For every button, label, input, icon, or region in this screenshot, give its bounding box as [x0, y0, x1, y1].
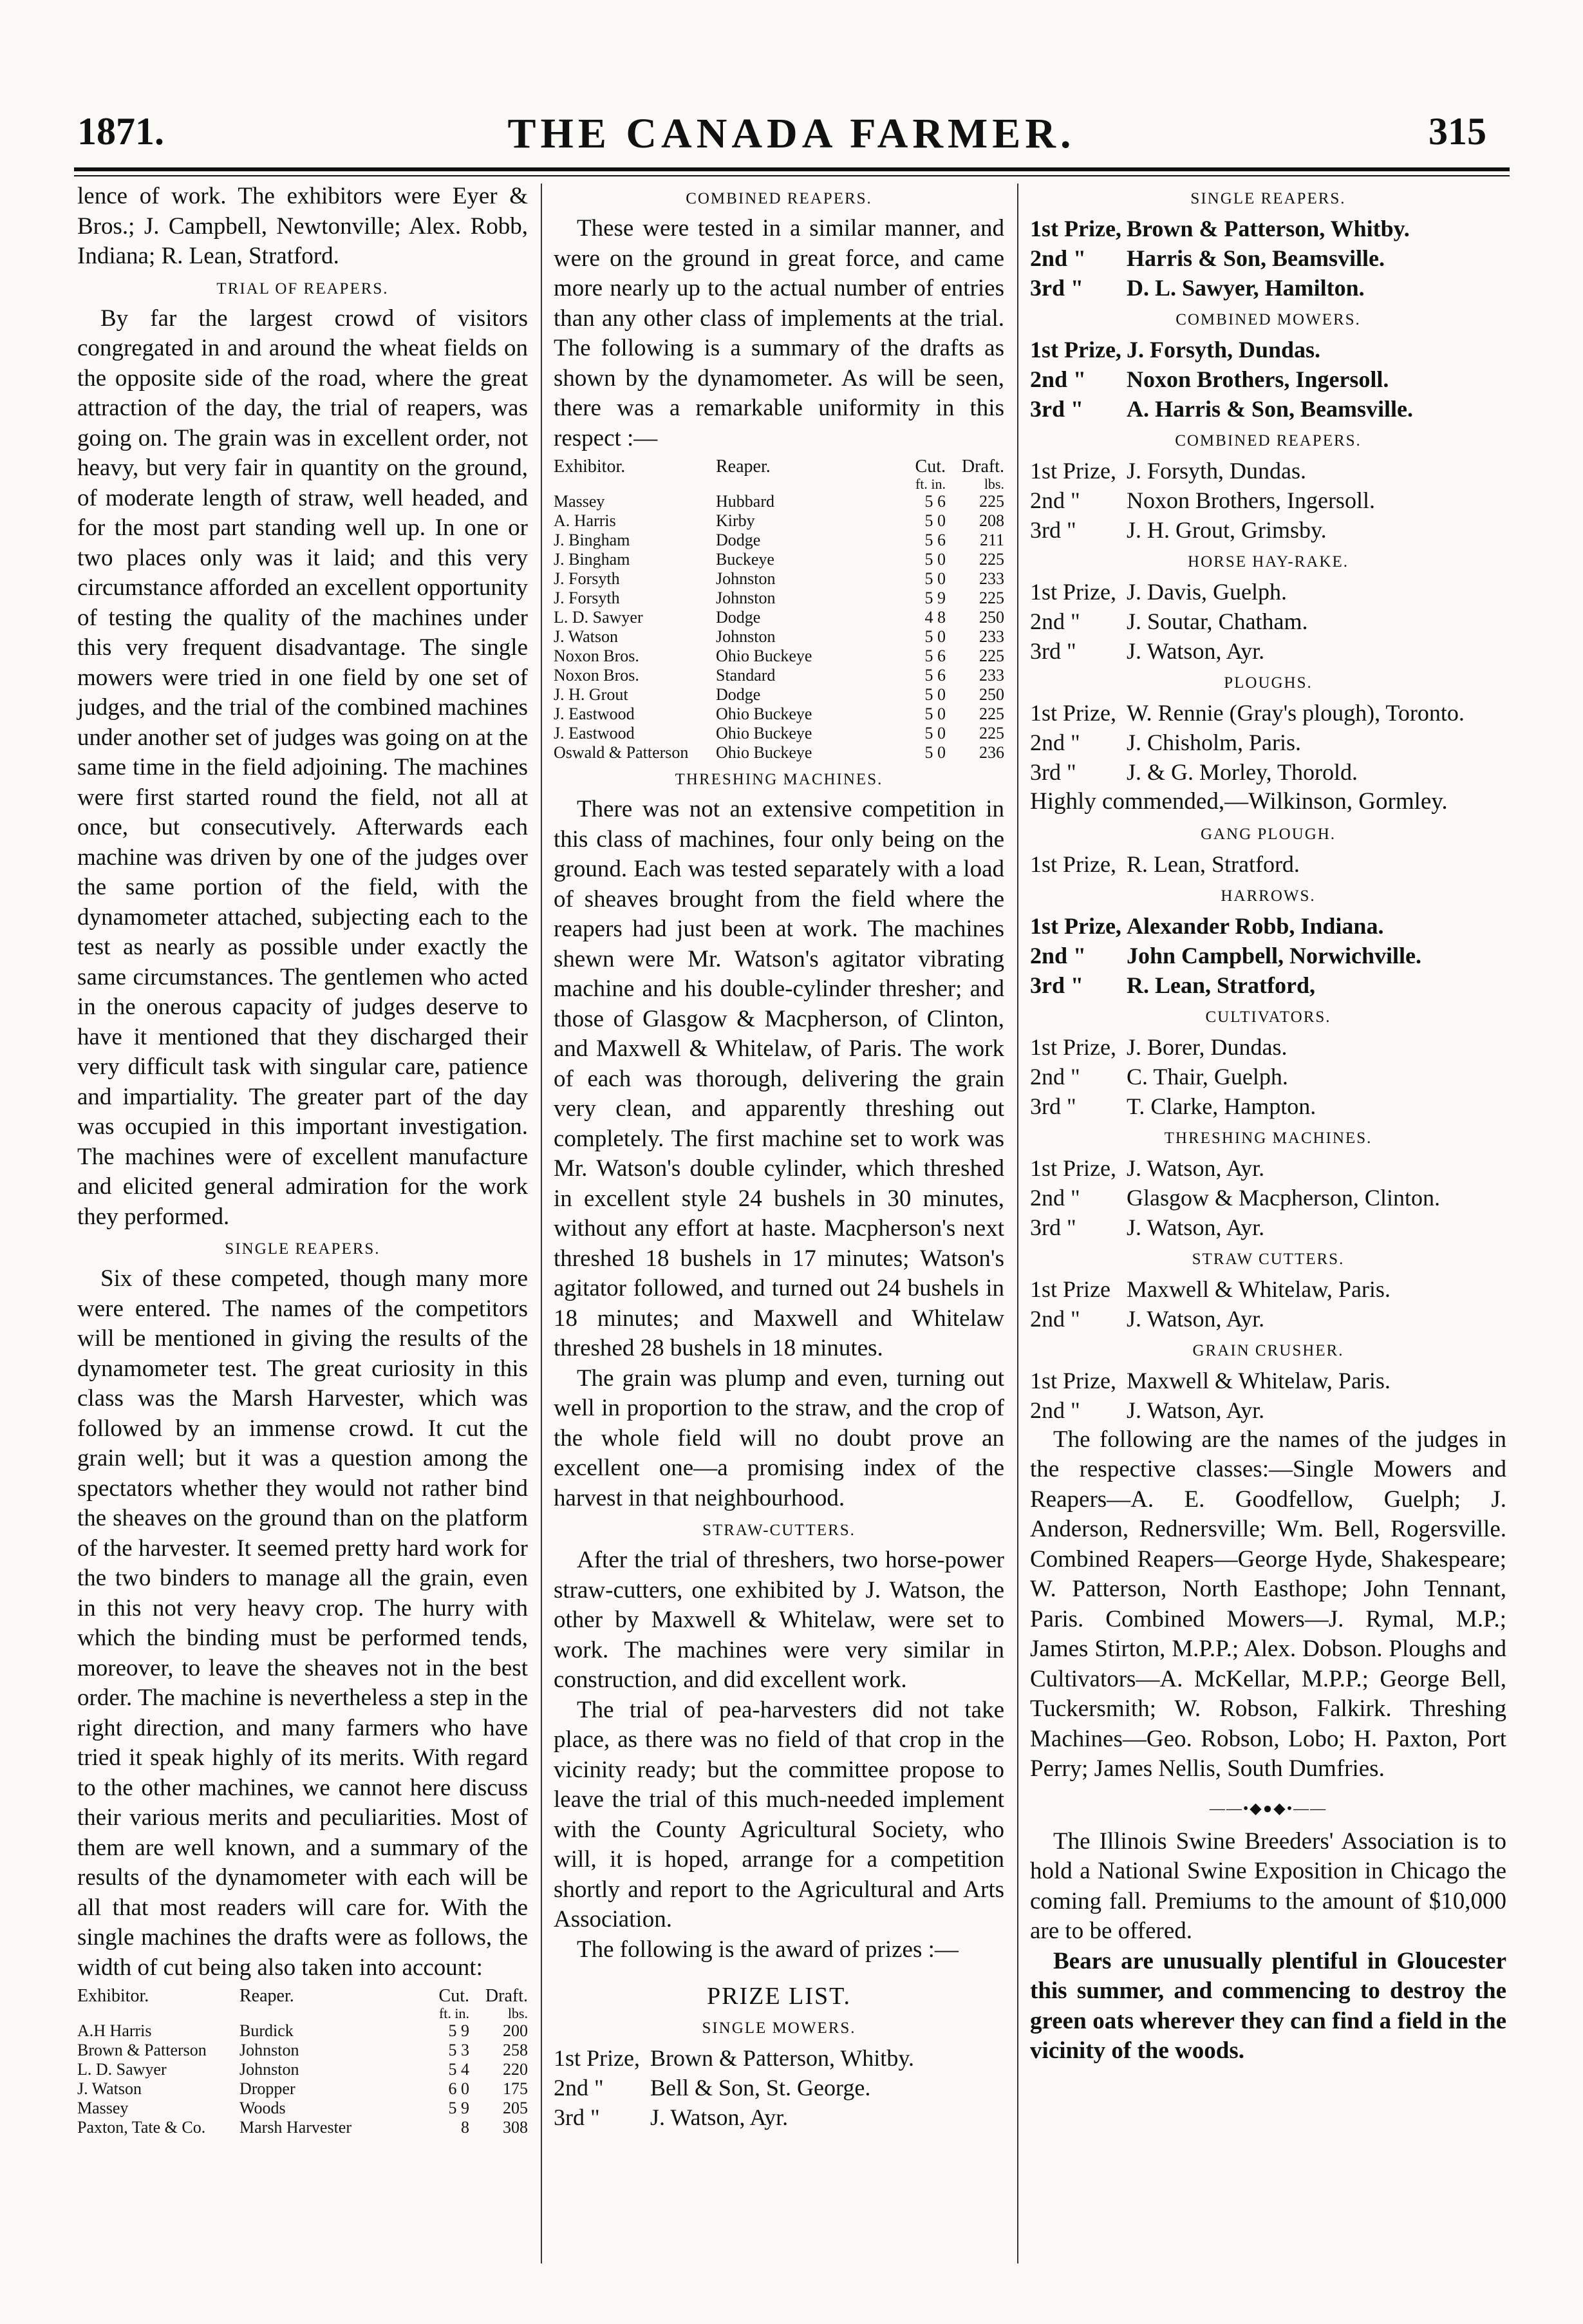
prize-entry: [1030, 486, 1506, 515]
ornament-divider: ——•◆●◆•——: [1209, 1800, 1327, 1817]
cut-cell: 5 3: [448, 2041, 469, 2059]
prize-place: 2nd ": [1030, 1305, 1080, 1332]
prize-winner: Harris & Son, Beamsville.: [1127, 245, 1385, 271]
table-row: [554, 647, 1004, 666]
section-heading: SINGLE REAPERS.: [225, 1240, 380, 1258]
exhibitor-cell: J. Bingham: [554, 531, 630, 549]
prize-winner: Noxon Brothers, Ingersoll.: [1127, 366, 1389, 392]
prize-place: 3rd ": [1030, 275, 1083, 301]
exhibitor-cell: Oswald & Patterson: [554, 743, 689, 762]
prize-entry: [1030, 636, 1506, 666]
prize-winner: J. Watson, Ayr.: [1127, 1214, 1265, 1240]
prize-winner: A. Harris & Son, Beamsville.: [1127, 396, 1413, 422]
cut-cell: 5 6: [924, 666, 946, 685]
prize-winner: D. L. Sawyer, Hamilton.: [1127, 275, 1365, 301]
cut-cell: 5 0: [924, 511, 946, 530]
prize-place: 2nd ": [554, 2075, 604, 2101]
prize-entry: [1030, 1366, 1506, 1395]
exhibitor-cell: Noxon Bros.: [554, 647, 639, 665]
cut-cell: 4 8: [924, 608, 946, 627]
prize-winner: J. & G. Morley, Thorold.: [1127, 759, 1358, 785]
section-heading: HARROWS.: [1221, 887, 1316, 905]
prize-entry: [1030, 243, 1506, 273]
prize-place: 2nd ": [1030, 1397, 1080, 1423]
paragraph: The trial of pea-harvesters did not take place, as there was no field of that crop in the vicinity ready; but the committee propose to leave the trial of this much-needed implement with the County Agricultural Society, who will, it is hoped, arrange for a competition shortly and report to the Agricultural and Arts Association.: [554, 1696, 1004, 1932]
prize-entry: [1030, 698, 1506, 728]
paragraph: Bears are unusually plentiful in Gloucester this summer, and commencing to destroy the green oats wherever they can find a field in the vicinity of the woods.: [1030, 1947, 1506, 2064]
table-header: [554, 457, 1004, 477]
exhibitor-cell: J. H. Grout: [554, 685, 628, 704]
prize-place: 1st Prize,: [1030, 1034, 1116, 1060]
prize-place: 3rd ": [554, 2104, 600, 2130]
page-number: 315: [1428, 110, 1486, 153]
prize-place: 1st Prize,: [1030, 700, 1116, 726]
prize-place: 1st Prize,: [1030, 579, 1116, 605]
exhibitor-cell: Paxton, Tate & Co.: [77, 2118, 206, 2137]
section-heading: STRAW-CUTTERS.: [702, 1522, 856, 1539]
reaper-cell: Johnston: [716, 569, 776, 588]
paragraph: lence of work. The exhibitors were Eyer & Bros.; J. Campbell, Newtonville; Alex. Robb, Indiana; R. Lean, Stratford.: [77, 183, 528, 269]
header-rule: [74, 167, 1510, 171]
prize-place: 1st Prize,: [1030, 458, 1116, 484]
exhibitor-cell: Brown & Patterson: [77, 2041, 207, 2059]
prize-winner: Brown & Patterson, Whitby.: [1127, 216, 1410, 241]
table-row: [554, 743, 1004, 762]
draft-cell: 250: [979, 685, 1004, 704]
prize-entry: [1030, 394, 1506, 424]
reaper-cell: Johnston: [716, 627, 776, 646]
prize-place: 2nd ": [1030, 609, 1080, 634]
col-header: Draft.: [485, 1986, 528, 2006]
reaper-cell: Buckeye: [716, 550, 774, 569]
cut-cell: 5 0: [924, 627, 946, 646]
table-row: [554, 666, 1004, 685]
col-header: Exhibitor.: [554, 457, 626, 477]
cut-cell: 5 9: [448, 2099, 469, 2117]
prize-place: 2nd ": [1030, 1184, 1080, 1211]
draft-cell: 211: [979, 531, 1004, 549]
cut-cell: 5 0: [924, 743, 946, 762]
cut-cell: 6 0: [448, 2079, 469, 2098]
prize-winner: Maxwell & Whitelaw, Paris.: [1127, 1276, 1391, 1302]
prize-list: [1030, 577, 1506, 666]
prize-entry: [1030, 1395, 1506, 1425]
prize-winner: C. Thair, Guelph.: [1127, 1063, 1288, 1090]
draft-cell: 200: [503, 2021, 528, 2040]
prize-place: 3rd ": [1030, 972, 1083, 998]
reaper-cell: Dropper: [239, 2079, 295, 2098]
cut-cell: 5 6: [924, 492, 946, 511]
paragraph: The Illinois Swine Breeders' Association is to hold a National Swine Exposition in Chicago the coming fall. Premiums to the amount of $10,000 are to be offered.: [1030, 1828, 1506, 1944]
page-year: 1871.: [77, 110, 164, 153]
reaper-cell: Kirby: [716, 511, 755, 530]
prize-place: 3rd ": [1030, 759, 1076, 785]
table-row: [77, 2099, 528, 2118]
prize-place: 2nd ": [1030, 1063, 1080, 1090]
table-units: [554, 477, 1004, 492]
prize-place: 2nd ": [1030, 366, 1087, 392]
draft-cell: 225: [979, 550, 1004, 569]
prize-entry: [554, 2102, 1004, 2132]
prize-entry: [1030, 1032, 1506, 1062]
table-row: [554, 531, 1004, 550]
col-header: Reaper.: [239, 1987, 294, 2006]
prize-entry: [1030, 728, 1506, 757]
paragraph: There was not an extensive competition in this class of machines, four only being on the ground. Each was tested separately with a load of sheaves brought from the field where the reapers had just been at work. The machines shewn were Mr. Watson's agitator vibrating machine and his double-cylinder thresher; and those of Glasgow & Macpherson, of Clinton, and Maxwell & Whitelaw, of Paris. The work of each was thorough, delivering the grain very clean, and apparently threshing out completely. The first machine set to work was Mr. Watson's double cylinder, which threshed in excellent style 24 bushels in 30 minutes, without any effort at haste. Macpherson's next threshed 18 bushels in 17 minutes; Watson's agitator followed, and turned out 24 bushels in 18 minutes; and Maxwell and Whitelaw threshed 28 bushels in 18 minutes.: [554, 796, 1004, 1361]
exhibitor-cell: J. Eastwood: [554, 704, 635, 723]
draft-cell: 236: [979, 743, 1004, 762]
prize-entry: [1030, 1213, 1506, 1242]
prize-winner: J. Chisholm, Paris.: [1127, 730, 1302, 755]
prize-list: [1030, 698, 1506, 787]
draft-cell: 225: [979, 704, 1004, 723]
prize-list: [1030, 456, 1506, 545]
cut-cell: 8: [461, 2118, 469, 2137]
prize-place: 1st Prize: [1030, 1276, 1110, 1302]
prize-winner: R. Lean, Stratford,: [1127, 972, 1315, 998]
prize-winner: R. Lean, Stratford.: [1127, 851, 1300, 877]
prize-entry: [1030, 1304, 1506, 1334]
reaper-cell: Ohio Buckeye: [716, 724, 812, 742]
prize-entry: [554, 2043, 1004, 2073]
cut-cell: 5 9: [924, 589, 946, 607]
cut-cell: 5 0: [924, 569, 946, 588]
prize-winner: J. Watson, Ayr.: [650, 2104, 789, 2130]
exhibitor-cell: J. Bingham: [554, 550, 630, 569]
prize-winner: J. Watson, Ayr.: [1127, 1155, 1265, 1181]
paragraph: After the trial of threshers, two horse-power straw-cutters, one exhibited by J. Watson, the other by Maxwell & Whitelaw, were set to work. The machines were very similar in construction, and did excellent work.: [554, 1547, 1004, 1693]
prize-entry: [1030, 607, 1506, 636]
prize-entry: [1030, 1153, 1506, 1183]
prize-winner: Noxon Brothers, Ingersoll.: [1127, 487, 1375, 513]
unit-label: ft. in.: [915, 476, 946, 492]
prize-entry: [1030, 456, 1506, 486]
paragraph: Six of these competed, though many more were entered. The names of the competitors will be mentioned in giving the results of the dynamometer test. The great curiosity in this class was the Marsh Harvester, which was followed by an immense crowd. It cut the grain well; but it was a question among the spectators whether they would not rather bind the sheaves on the ground than on the platform of the harvester. It seemed pretty hard work for the two binders to manage all the grain, even in this not very heavy crop. The hurry with which the binding must be performed tends, moreover, to leave the sheaves not in the best order. The machine is nevertheless a step in the right direction, and many farmers who have tried it speak highly of its merits. With regard to the other machines, we cannot here discuss their various merits and peculiarities. Most of them are well known, and a summary of the results of the dynamometer with each will be all that most readers will care for. With the single machines the drafts were as follows, the width of cut being also taken into account:: [77, 1265, 528, 1981]
section-heading: GRAIN CRUSHER.: [1192, 1341, 1344, 1359]
table-row: [554, 511, 1004, 531]
prize-list: [1030, 1274, 1506, 1334]
exhibitor-cell: A. Harris: [554, 511, 616, 530]
exhibitor-cell: Massey: [554, 492, 605, 511]
prize-place: 1st Prize,: [554, 2045, 640, 2071]
prize-place: 1st Prize,: [1030, 1367, 1116, 1393]
prize-entry: [1030, 1274, 1506, 1304]
reaper-cell: Ohio Buckeye: [716, 743, 812, 762]
cut-cell: 5 6: [924, 531, 946, 549]
section-heading: CULTIVATORS.: [1205, 1008, 1331, 1026]
table-row: [554, 724, 1004, 743]
prize-winner: John Campbell, Norwichville.: [1127, 942, 1422, 968]
prize-place: 3rd ": [1030, 1093, 1076, 1119]
reaper-cell: Johnston: [716, 589, 776, 607]
prize-entry: [1030, 364, 1506, 394]
prize-place: 3rd ": [1030, 396, 1083, 422]
prize-winner: Bell & Son, St. George.: [650, 2075, 871, 2101]
column-3: [1030, 182, 1506, 2066]
table-row: [554, 704, 1004, 724]
prize-entry: [1030, 757, 1506, 787]
prize-winner: J. H. Grout, Grimsby.: [1127, 517, 1327, 543]
section-heading: HORSE HAY-RAKE.: [1188, 553, 1349, 571]
draft-cell: 208: [979, 511, 1004, 530]
cut-cell: 5 0: [924, 704, 946, 723]
prize-winner: W. Rennie (Gray's plough), Toronto.: [1127, 700, 1465, 726]
cut-cell: 5 0: [924, 685, 946, 704]
prize-list: [1030, 849, 1506, 879]
exhibitor-cell: L. D. Sawyer: [77, 2060, 167, 2079]
cut-cell: 5 6: [924, 647, 946, 665]
table-row: [77, 2021, 528, 2041]
paragraph: The following is the award of prizes :—: [577, 1936, 959, 1963]
exhibitor-cell: J. Forsyth: [554, 569, 620, 588]
prize-entry: [1030, 970, 1506, 1000]
reaper-cell: Hubbard: [716, 492, 774, 511]
table-row: [77, 2041, 528, 2060]
prize-winner: Glasgow & Macpherson, Clinton.: [1127, 1184, 1440, 1211]
table-row: [554, 569, 1004, 589]
exhibitor-cell: Massey: [77, 2099, 129, 2117]
exhibitor-cell: A.H Harris: [77, 2021, 152, 2040]
table-row: [554, 685, 1004, 704]
column-divider: [541, 184, 542, 2263]
exhibitor-cell: J. Forsyth: [554, 589, 620, 607]
prize-entry: [1030, 1183, 1506, 1213]
prize-list: [1030, 1366, 1506, 1425]
column-2: [554, 182, 1004, 2132]
draft-cell: 225: [979, 647, 1004, 665]
section-heading: STRAW CUTTERS.: [1192, 1250, 1345, 1268]
draft-cell: 205: [503, 2099, 528, 2117]
draft-cell: 308: [503, 2118, 528, 2137]
prize-list: [1030, 911, 1506, 1000]
prize-entry: [1030, 273, 1506, 303]
reaper-cell: Standard: [716, 666, 776, 685]
col-header: Draft.: [961, 457, 1004, 477]
prize-entry: [1030, 214, 1506, 243]
prize-place: 3rd ": [1030, 517, 1076, 543]
draft-cell: 220: [503, 2060, 528, 2079]
prize-place: 1st Prize,: [1030, 216, 1121, 241]
prize-list: [1030, 1153, 1506, 1242]
reaper-cell: Ohio Buckeye: [716, 647, 812, 665]
reaper-cell: Woods: [239, 2099, 286, 2117]
prize-place: 2nd ": [1030, 487, 1080, 513]
prize-winner: Alexander Robb, Indiana.: [1127, 912, 1384, 939]
prize-entry: [1030, 1091, 1506, 1121]
draft-cell: 233: [979, 569, 1004, 588]
prize-list: [554, 2043, 1004, 2132]
col-header: Cut.: [438, 1986, 469, 2006]
prize-place: 2nd ": [1030, 942, 1087, 968]
unit-label: lbs.: [984, 476, 1004, 492]
prize-place: 1st Prize,: [1030, 1155, 1116, 1181]
exhibitor-cell: L. D. Sawyer: [554, 608, 643, 627]
prize-place: 1st Prize,: [1030, 912, 1121, 939]
cut-cell: 5 0: [924, 724, 946, 742]
prize-place: 2nd ": [1030, 730, 1080, 755]
table-row: [554, 608, 1004, 627]
section-heading: THRESHING MACHINES.: [1164, 1129, 1372, 1147]
prize-winner: J. Forsyth, Dundas.: [1127, 458, 1307, 484]
table-units: [77, 2006, 528, 2021]
unit-label: ft. in.: [438, 2005, 469, 2021]
prize-winner: J. Borer, Dundas.: [1127, 1034, 1288, 1060]
col-header: Reaper.: [716, 457, 771, 477]
reaper-cell: Marsh Harvester: [239, 2118, 351, 2137]
header-rule-thin: [74, 175, 1510, 176]
exhibitor-cell: Noxon Bros.: [554, 666, 639, 685]
prize-winner: J. Watson, Ayr.: [1127, 1305, 1265, 1332]
draft-cell: 225: [979, 492, 1004, 511]
prize-winner: T. Clarke, Hampton.: [1127, 1093, 1316, 1119]
column-1: [77, 182, 528, 2144]
draft-cell: 233: [979, 627, 1004, 646]
draft-cell: 225: [979, 724, 1004, 742]
reaper-cell: Johnston: [239, 2041, 299, 2059]
section-heading: PLOUGHS.: [1224, 674, 1313, 692]
prize-winner: J. Forsyth, Dundas.: [1127, 337, 1321, 363]
prize-winner: J. Davis, Guelph.: [1127, 579, 1287, 605]
prize-entry: [1030, 911, 1506, 941]
paragraph: The grain was plump and even, turning out well in proportion to the straw, and the crop of the whole field will no doubt prove an excellent one—a promising index of the harvest in that neighbourhood.: [554, 1365, 1004, 1511]
draft-cell: 258: [503, 2041, 528, 2059]
paragraph: The following are the names of the judges in the respective classes:—Single Mowers and Reapers—A. E. Goodfellow, Guelph; J. Anderson, Rednersville; Wm. Bell, Rogersville. Combined Reapers—George Hyde, Shakespeare; W. Patterson, North Easthope; John Tennant, Paris. Combined Mowers—J. Rymal, M.P.; James Stirton, M.P.P.; Alex. Dobson. Ploughs and Cultivators—A. McKellar, M.P.P.; George Bell, Tuckersmith; W. Robson, Falkirk. Threshing Machines—Geo. Robson, Lobo; H. Paxton, Port Perry; James Nellis, South Dumfries.: [1030, 1426, 1506, 1782]
table-row: [77, 2060, 528, 2079]
prize-winner: Maxwell & Whitelaw, Paris.: [1127, 1367, 1391, 1393]
section-heading: SINGLE REAPERS.: [1190, 190, 1346, 207]
prize-place: 3rd ": [1030, 638, 1076, 664]
section-heading: COMBINED REAPERS.: [1175, 432, 1362, 449]
section-heading: THRESHING MACHINES.: [675, 771, 883, 788]
prize-entry: [1030, 577, 1506, 607]
draft-table-combined: [554, 457, 1004, 762]
prize-entry: [1030, 1062, 1506, 1091]
table-row: [554, 589, 1004, 608]
exhibitor-cell: J. Watson: [554, 627, 618, 646]
prize-place: 3rd ": [1030, 1214, 1076, 1240]
prize-entry: [1030, 335, 1506, 364]
draft-cell: 225: [979, 589, 1004, 607]
table-row: [554, 627, 1004, 647]
reaper-cell: Burdick: [239, 2021, 294, 2040]
prize-list: [1030, 335, 1506, 424]
section-heading: SINGLE MOWERS.: [702, 2019, 856, 2037]
cut-cell: 5 4: [448, 2060, 469, 2079]
table-row: [554, 492, 1004, 511]
table-row: [77, 2079, 528, 2099]
prize-list-heading: PRIZE LIST.: [707, 1983, 851, 2010]
commendation: Highly commended,—Wilkinson, Gormley.: [1030, 788, 1448, 815]
section-heading: GANG PLOUGH.: [1200, 825, 1336, 843]
prize-entry: [1030, 515, 1506, 545]
prize-entry: [1030, 849, 1506, 879]
prize-winner: Brown & Patterson, Whitby.: [650, 2045, 914, 2071]
reaper-cell: Ohio Buckeye: [716, 704, 812, 723]
exhibitor-cell: J. Watson: [77, 2079, 142, 2098]
prize-place: 1st Prize,: [1030, 851, 1116, 877]
table-row: [554, 550, 1004, 569]
reaper-cell: Johnston: [239, 2060, 299, 2079]
column-divider: [1017, 184, 1018, 2263]
prize-place: 2nd ": [1030, 245, 1087, 271]
prize-list: [1030, 214, 1506, 303]
reaper-cell: Dodge: [716, 531, 761, 549]
col-header: Cut.: [915, 457, 946, 477]
col-header: Exhibitor.: [77, 1987, 149, 2006]
prize-entry: [554, 2073, 1004, 2102]
draft-cell: 233: [979, 666, 1004, 685]
paragraph: These were tested in a similar manner, and were on the ground in great force, and came more nearly up to the actual number of entries than any other class of implements at the trial. The following is a summary of the drafts as shown by the dynamometer. As will be seen, there was a remarkable uniformity in this respect :—: [554, 215, 1004, 451]
prize-winner: J. Soutar, Chatham.: [1127, 609, 1308, 634]
section-heading: COMBINED MOWERS.: [1176, 311, 1361, 328]
draft-cell: 175: [503, 2079, 528, 2098]
section-heading: COMBINED REAPERS.: [686, 190, 872, 207]
cut-cell: 5 9: [448, 2021, 469, 2040]
reaper-cell: Dodge: [716, 685, 761, 704]
prize-place: 1st Prize,: [1030, 337, 1121, 363]
table-header: [77, 1987, 528, 2006]
prize-list: [1030, 1032, 1506, 1121]
cut-cell: 5 0: [924, 550, 946, 569]
reaper-cell: Dodge: [716, 608, 761, 627]
prize-winner: J. Watson, Ayr.: [1127, 638, 1265, 664]
exhibitor-cell: J. Eastwood: [554, 724, 635, 742]
masthead-title: THE CANADA FARMER.: [507, 110, 1076, 157]
prize-entry: [1030, 941, 1506, 970]
paragraph: By far the largest crowd of visitors congregated in and around the wheat fields on the opposite side of the road, where the great attraction of the day, the trial of reapers, was going on. The grain was in excellent order, not heavy, but very fair in quantity on the ground, of moderate length of straw, well headed, and for the most part standing well up. In one or two places only was it laid; and this very circumstance afforded an excellent opportunity of testing the quality of the machines under this very frequent disadvantage. The single mowers were tried in one field by one set of judges, and the trial of the combined machines under another set of judges was going on at the same time in the field adjoining. The machines were first started round the field, not all at once, but consecutively. Afterwards each machine was driven by one of the judges over the same portion of the field, with the dynamometer attached, subjecting each to the test as nearly as possible under exactly the same circumstances. The gentlemen who acted in the onerous capacity of judges deserve to have it mentioned that they discharged their very difficult task with singular care, patience and impartiality. The greater part of the day was occupied in this important investigation. The machines were of excellent manufacture and elicited general admiration for the work they performed.: [77, 305, 528, 1230]
draft-table-single: [77, 1987, 528, 2137]
unit-label: lbs.: [507, 2005, 528, 2021]
table-row: [77, 2118, 528, 2137]
section-heading: TRIAL OF REAPERS.: [216, 279, 389, 298]
prize-winner: J. Watson, Ayr.: [1127, 1397, 1265, 1423]
draft-cell: 250: [979, 608, 1004, 627]
